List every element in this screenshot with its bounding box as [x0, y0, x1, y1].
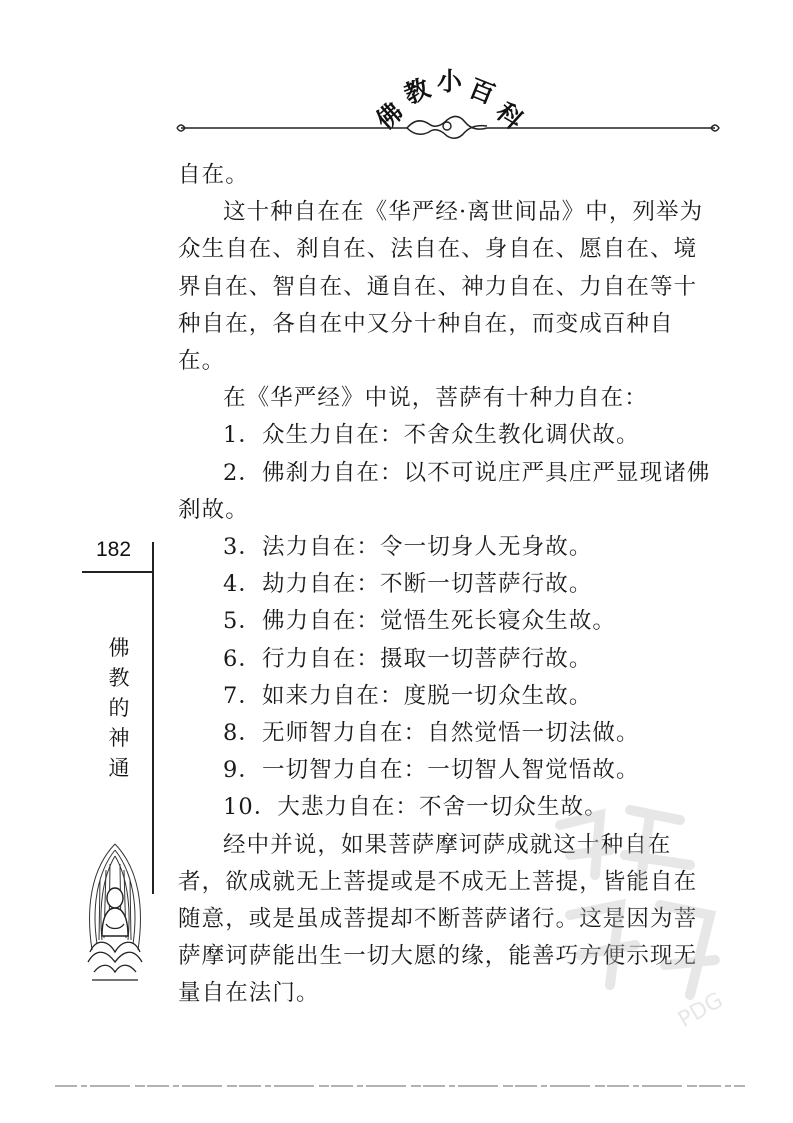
list-item-text: 5．佛力自在：觉悟生死长寝众生故。 — [223, 608, 617, 635]
list-item — [178, 529, 718, 566]
list-item-text: 7．如来力自在：度脱一切众生故。 — [223, 682, 593, 709]
list-item — [178, 641, 718, 678]
chapter-title-char: 佛 — [108, 636, 130, 660]
list-item-text: 9．一切智力自在：一切智人智觉悟故。 — [223, 757, 640, 784]
buddha-lotus-icon — [82, 840, 148, 988]
list-item-text: 1．众生力自在：不舍众生教化调伏故。 — [223, 422, 640, 449]
series-title-char: 教 — [400, 73, 435, 110]
list-item-text: 6．行力自在：摄取一切菩萨行故。 — [223, 645, 593, 672]
chapter-title-char: 通 — [108, 756, 130, 780]
header-ornament-rule — [175, 112, 720, 142]
paragraph: 这十种自在在《华严经·离世间品》中，列举为众生自在、刹自在、法自在、身自在、愿自在、境界自在、智自在、通自在、神力自在、力自在等十种自在，各自在中又分十种自在，而变成百种自在。 — [178, 199, 704, 375]
paragraph: 经中并说，如果菩萨摩诃萨成就这十种自在者，欲成就无上菩提或是不成无上菩提，皆能自在随意，或是虽成菩提却不断菩萨诸行。这是因为菩萨摩诃萨能出生一切大愿的缘，能善巧方便示现无量自在法门。 — [178, 831, 698, 1007]
paragraph-continuation: 自在。 — [178, 162, 249, 188]
list-item-text: 10．大悲力自在：不舍一切众生故。 — [223, 794, 608, 821]
list-item — [178, 417, 718, 454]
list-item — [178, 715, 718, 752]
margin-rule — [82, 571, 154, 573]
list-item — [178, 678, 718, 715]
margin-rule-vertical — [152, 542, 154, 894]
list-item-text: 2．佛刹力自在：以不可说庄严具庄严显现诸佛 — [223, 459, 711, 486]
list-item — [178, 752, 718, 789]
scan-artifact-line — [55, 1083, 745, 1089]
page-number: 182 — [96, 538, 132, 561]
series-title-char: 佛 — [370, 96, 409, 136]
list-item-text: 8．无师智力自在：自然觉悟一切法做。 — [223, 720, 640, 747]
list-item-text: 3．法力自在：令一切身人无身故。 — [223, 534, 593, 561]
chapter-title-char: 神 — [108, 726, 130, 750]
watermark-text: PDG — [674, 987, 728, 1034]
list-item — [178, 603, 718, 640]
list-item-text-wrap: 刹故。 — [178, 496, 249, 523]
series-title-char: 百 — [464, 73, 499, 110]
list-item-text: 4．劫力自在：不断一切菩萨行故。 — [223, 571, 593, 598]
series-title-char: 小 — [437, 67, 463, 96]
chapter-title-vertical — [104, 633, 134, 783]
watermark-stamp — [540, 795, 730, 1035]
chapter-title-char: 教 — [108, 666, 130, 690]
series-title-char: 科 — [490, 96, 529, 136]
paragraph: 在《华严经》中说，菩萨有十种力自在： — [223, 385, 648, 412]
chapter-title-char: 的 — [108, 696, 130, 720]
list-item — [178, 566, 718, 603]
list-item — [178, 455, 718, 529]
